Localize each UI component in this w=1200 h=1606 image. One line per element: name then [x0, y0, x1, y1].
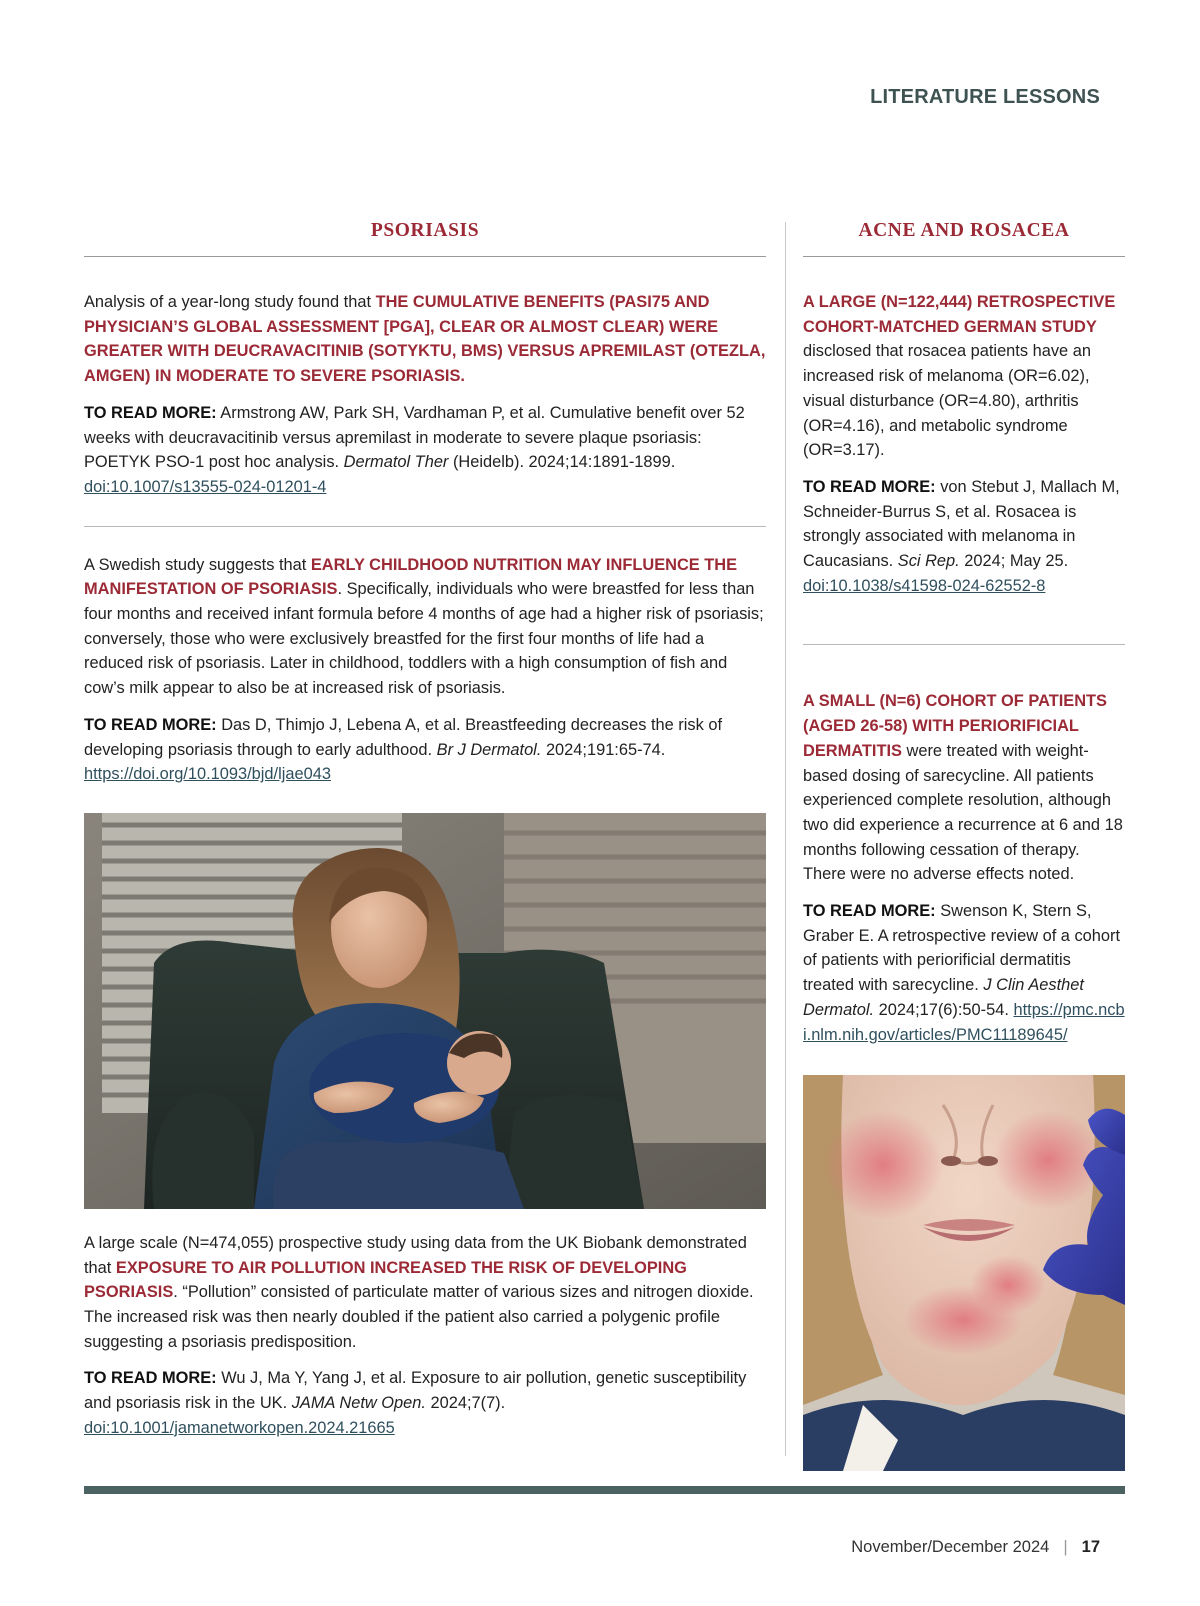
doi-link[interactable]: doi:10.1038/s41598-024-62552-8 [803, 576, 1046, 595]
footer-bar [84, 1486, 1125, 1494]
read-more-label: TO READ MORE: [84, 1369, 217, 1388]
doi-link[interactable]: doi:10.1001/jamanetworkopen.2024.21665 [84, 1418, 395, 1437]
page-number: 17 [1081, 1538, 1100, 1556]
doi-link[interactable]: doi:10.1007/s13555-024-01201-4 [84, 477, 327, 496]
page-footer [851, 1538, 1100, 1557]
read-more-label: TO READ MORE: [84, 403, 217, 422]
column-divider [785, 222, 786, 1456]
reference: TO READ MORE: von Stebut J, Mallach M, Schneider-Burrus S, et al. Rosacea is strongly associated with melanoma in Caucasians. Sci Rep. 2024; May 25. doi:10.1038/s41598-024-62552-8 [803, 477, 1120, 595]
reference: TO READ MORE: Swenson K, Stern S, Graber E. A retrospective review of a cohort of patients with periorificial dermatitis treated with sarecycline. J Clin Aesthet Dermatol. 2024;17(6):50-54. https://pmc.ncbi.nlm.nih.gov/articles/PMC11189645/ [803, 902, 1125, 1044]
acne-rosacea-heading: ACNE AND ROSACEA [803, 216, 1125, 257]
reference: TO READ MORE: Armstrong AW, Park SH, Vardhaman P, et al. Cumulative benefit over 52 weeks with deucravacitinib versus apremilast in moderate to severe plaque psoriasis: POETYK PSO-1 post hoc analysis. Dermatol Ther (Heidelb). 2024;14:1891-1899. doi:10.1007/s13555-024-01201-4 [84, 403, 745, 496]
article-highlight: EXPOSURE TO AIR POLLUTION INCREASED THE RISK OF DEVELOPING PSORIASIS [84, 1258, 687, 1302]
article-highlight: A SMALL (N=6) COHORT OF PATIENTS (AGED 26-58) WITH PERIORIFICIAL DERMATITIS [803, 692, 1107, 760]
read-more-label: TO READ MORE: [84, 715, 217, 734]
article-breastfeeding [84, 553, 766, 787]
reference: TO READ MORE: Wu J, Ma Y, Yang J, et al. Exposure to air pollution, genetic susceptibility and psoriasis risk in the UK. JAMA Netw Open. 2024;7(7). doi:10.1001/jamanetworkopen.2024.21665 [84, 1369, 747, 1437]
doi-link[interactable]: https://doi.org/10.1093/bjd/ljae043 [84, 765, 331, 784]
section-label: LITERATURE LESSONS [870, 86, 1100, 108]
article-air-pollution [84, 1231, 766, 1441]
article-periorificial-dermatitis [803, 689, 1125, 1047]
issue-date: November/December 2024 [851, 1538, 1050, 1556]
article-summary: Analysis of a year-long study found that THE CUMULATIVE BENEFITS (PASI75 AND PHYSICIAN’S GLOBAL ASSESSMENT [PGA], CLEAR OR ALMOST CLEAR) WERE GREATER WITH DEUCRAVACITINIB (SOTYKTU, BMS) VERSUS APREMILAST (OTEZLA, AMGEN) IN MODERATE TO SEVERE PSORIASIS. [84, 293, 766, 386]
reference: TO READ MORE: Das D, Thimjo J, Lebena A, et al. Breastfeeding decreases the risk of developing psoriasis through to early adulthood. Br J Dermatol. 2024;191:65-74. https://doi.org/10.1093/bjd/ljae043 [84, 715, 722, 784]
article-summary: A SMALL (N=6) COHORT OF PATIENTS (AGED 26-58) WITH PERIORIFICIAL DERMATITIS were treated with weight-based dosing of sarecycline. All patients experienced complete resolution, although two did experience a recurrence at 6 and 18 months following cessation of therapy. There were no adverse effects noted. [803, 692, 1123, 884]
psoriasis-column [84, 216, 766, 1441]
article-divider [803, 644, 1125, 645]
pmc-link[interactable]: https://pmc.ncbi.nlm.nih.gov/articles/PMC11189645/ [803, 1000, 1125, 1044]
breastfeeding-photo [84, 813, 766, 1209]
read-more-label: TO READ MORE: [803, 902, 936, 921]
article-summary: A Swedish study suggests that EARLY CHILDHOOD NUTRITION MAY INFLUENCE THE MANIFESTATION OF PSORIASIS. Specifically, individuals who were breastfed for less than four months and received infant formula before 4 months of age had a higher risk of psoriasis; conversely, those who were exclusively breastfed for the first four months of life had a reduced risk of psoriasis. Later in childhood, toddlers with a high consumption of fish and cow’s milk appear to also be at increased risk of psoriasis. [84, 555, 764, 698]
article-rosacea-melanoma [803, 290, 1125, 598]
article-divider [84, 526, 766, 527]
psoriasis-heading: PSORIASIS [84, 216, 766, 257]
acne-rosacea-column [803, 216, 1125, 1471]
read-more-label: TO READ MORE: [803, 477, 936, 496]
article-highlight: EARLY CHILDHOOD NUTRITION MAY INFLUENCE THE MANIFESTATION OF PSORIASIS [84, 555, 738, 599]
article-summary: A large scale (N=474,055) prospective study using data from the UK Biobank demonstrated that EXPOSURE TO AIR POLLUTION INCREASED THE RISK OF DEVELOPING PSORIASIS. “Pollution” consisted of particulate matter of various sizes and nitrogen dioxide. The increased risk was then nearly doubled if the patient also carried a polygenic profile suggesting a psoriasis predisposition. [84, 1233, 754, 1351]
article-highlight: A LARGE (N=122,444) RETROSPECTIVE COHORT-MATCHED GERMAN STUDY [803, 293, 1116, 336]
footer-separator: | [1063, 1538, 1068, 1556]
article-summary: A LARGE (N=122,444) RETROSPECTIVE COHORT-MATCHED GERMAN STUDY disclosed that rosacea patients have an increased risk of melanoma (OR=6.02), visual disturbance (OR=4.80), arthritis (OR=4.16), and metabolic syndrome (OR=3.17). [803, 293, 1116, 460]
article-highlight: THE CUMULATIVE BENEFITS (PASI75 AND PHYSICIAN’S GLOBAL ASSESSMENT [PGA], CLEAR OR ALMOST CLEAR) WERE GREATER WITH DEUCRAVACITINIB (SOTYKTU, BMS) VERSUS APREMILAST (OTEZLA, AMGEN) IN MODERATE TO SEVERE PSORIASIS. [84, 293, 766, 386]
dermatitis-photo [803, 1075, 1125, 1471]
article-deucravacitinib [84, 290, 766, 500]
